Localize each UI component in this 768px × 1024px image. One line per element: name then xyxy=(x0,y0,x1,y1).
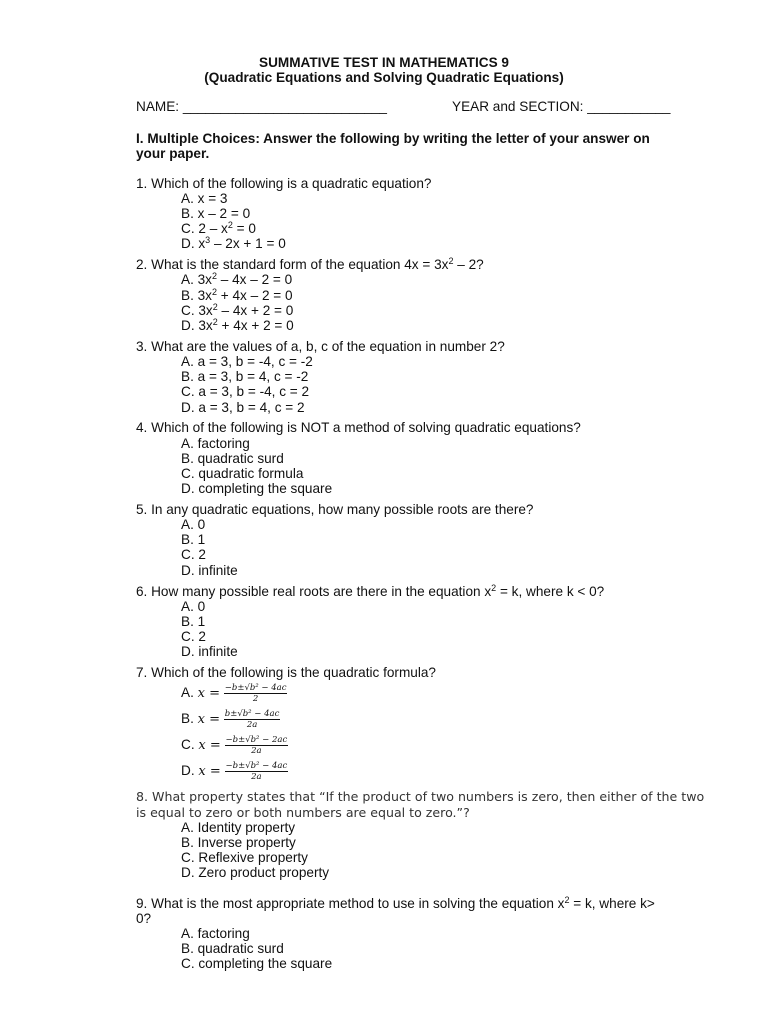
q8-option-b: B. Inverse property xyxy=(181,835,296,850)
question-9-line2: 0? xyxy=(136,911,152,926)
q1-option-c: C. $2 - x^2 = 0$ xyxy=(181,220,256,236)
q3-option-c: C. a = 3, b = -4, c = 2 xyxy=(181,384,310,399)
q1-option-b: B. x – 2 = 0 xyxy=(181,206,251,221)
q6-option-b: B. 1 xyxy=(181,614,206,629)
test-subtitle: (Quadratic Equations and Solving Quadratic Equations) xyxy=(204,70,564,85)
question-3: 3. What are the values of a, b, c of the equation in number 2? xyxy=(136,339,505,354)
name-field[interactable]: NAME: ___________________________ xyxy=(136,99,387,114)
q2-option-a: A. $3x^2 - 4x - 2 = 0$ xyxy=(181,271,293,287)
q4-option-b: B. quadratic surd xyxy=(181,451,284,466)
q1-option-a: A. x = 3 xyxy=(181,191,228,206)
question-5: 5. In any quadratic equations, how many possible roots are there? xyxy=(136,502,534,517)
q2-option-c: C. $3x^2 - 4x + 2 = 0$ xyxy=(181,302,294,318)
q2-option-d: D. $3x^2 + 4x + 2 = 0$ xyxy=(181,317,294,333)
question-6: 6. How many possible real roots are there in the equation $x^2 = k$, where k < 0? xyxy=(136,583,605,599)
q4-option-a: A. factoring xyxy=(181,436,250,451)
q7-option-d: D. x = $\frac{\text{−b±√b² − 4ac}}{2a}$ xyxy=(181,761,288,782)
q5-option-d: D. infinite xyxy=(181,563,238,578)
q8-option-c: C. Reflexive property xyxy=(181,850,308,865)
q7-option-c: C. x = $\frac{\text{−b±√b² − 2ac}}{2a}$ xyxy=(181,735,288,756)
formula-b: $\frac{\text{b±√b² − 4ac}}{2a}$ xyxy=(224,709,280,730)
question-1: 1. Which of the following is a quadratic equation? xyxy=(136,176,432,191)
q6-option-a: A. 0 xyxy=(181,599,206,614)
q6-option-c: C. 2 xyxy=(181,629,206,644)
formula-a: $\frac{\text{−b±√b² − 4ac}}{2}$ xyxy=(224,683,287,704)
question-4: 4. Which of the following is NOT a method of solving quadratic equations? xyxy=(136,420,581,435)
q5-option-b: B. 1 xyxy=(181,532,206,547)
instructions-line2: your paper. xyxy=(136,146,210,161)
question-9-line1: 9. What is the most appropriate method to use in solving the equation $x^2 = k$, where k> xyxy=(136,895,655,911)
question-2: 2. What is the standard form of the equation $4x = 3x^2 - 2$? xyxy=(136,256,484,272)
q2-option-b: B. $3x^2 + 4x - 2 = 0$ xyxy=(181,287,293,303)
year-section-field[interactable]: YEAR and SECTION: ___________ xyxy=(452,99,671,114)
q6-option-d: D. infinite xyxy=(181,644,238,659)
q8-option-a: A. Identity property xyxy=(181,820,296,835)
q5-option-c: C. 2 xyxy=(181,547,206,562)
question-7: 7. Which of the following is the quadratic formula? xyxy=(136,665,436,680)
q1-option-d: D. $x^3 - 2x + 1 = 0$ xyxy=(181,235,286,251)
q4-option-c: C. quadratic formula xyxy=(181,466,304,481)
instructions-line1: I. Multiple Choices: Answer the following by writing the letter of your answer on xyxy=(136,131,650,146)
q5-option-a: A. 0 xyxy=(181,517,206,532)
question-8-line2: is equal to zero or both numbers are equal to zero.”? xyxy=(136,805,470,820)
formula-d: $\frac{\text{−b±√b² − 4ac}}{2a}$ xyxy=(225,761,288,782)
question-8-line1: 8. What property states that “If the product of two numbers is zero, then either of the two xyxy=(136,789,705,804)
q4-option-d: D. completing the square xyxy=(181,481,333,496)
q3-option-a: A. a = 3, b = -4, c = -2 xyxy=(181,354,313,369)
q9-option-b: B. quadratic surd xyxy=(181,941,284,956)
test-title: SUMMATIVE TEST IN MATHEMATICS 9 xyxy=(259,55,509,70)
q3-option-b: B. a = 3, b = 4, c = -2 xyxy=(181,369,309,384)
q9-option-a: A. factoring xyxy=(181,926,250,941)
q7-option-b: B. x = $\frac{\text{b±√b² − 4ac}}{2a}$ xyxy=(181,709,280,730)
q7-option-a: A. x = $\frac{\text{−b±√b² − 4ac}}{2}$ xyxy=(181,683,287,704)
q9-option-c: C. completing the square xyxy=(181,956,333,971)
q3-option-d: D. a = 3, b = 4, c = 2 xyxy=(181,400,305,415)
q8-option-d: D. Zero product property xyxy=(181,865,330,880)
formula-c: $\frac{\text{−b±√b² − 2ac}}{2a}$ xyxy=(225,735,288,756)
